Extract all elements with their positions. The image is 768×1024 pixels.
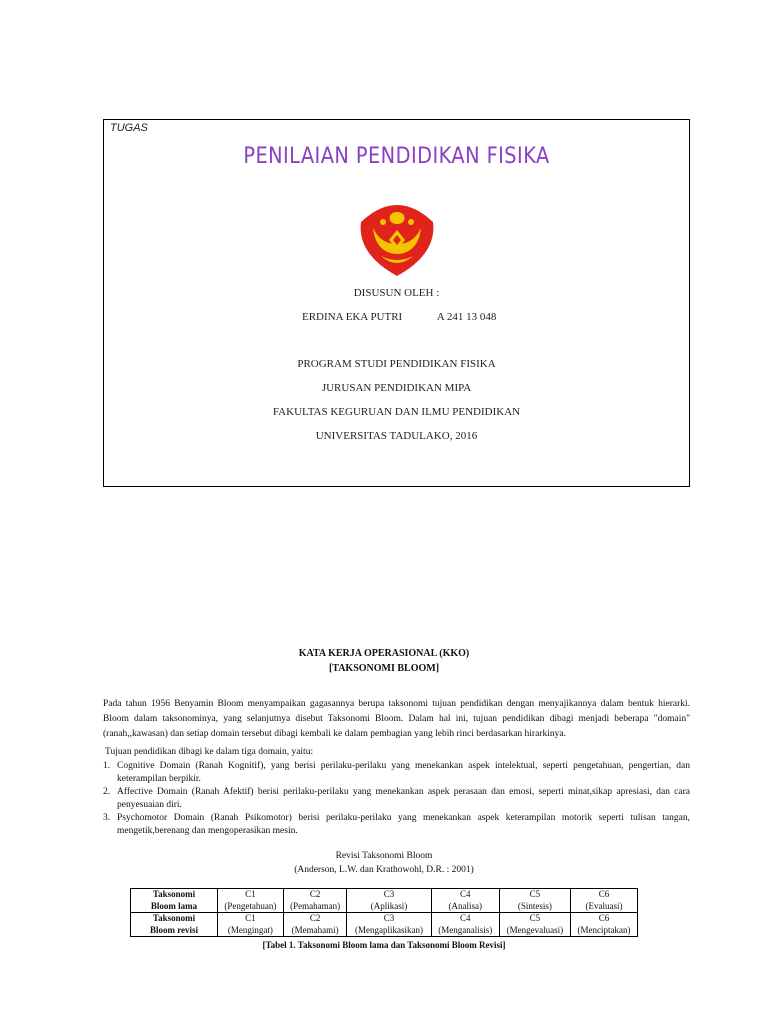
list-item-text: Psychomotor Domain (Ranah Psikomotor) berisi perilaku-perilaku yang menekankan aspek keterampilan motorik seperti tulisan tangan, mengetik,berenang dan mengoperasikan mesin. bbox=[117, 813, 690, 836]
domain-list bbox=[103, 760, 690, 838]
cover-title: PENILAIAN PENDIDIKAN FISIKA bbox=[243, 144, 550, 169]
list-item bbox=[103, 760, 690, 785]
table-cell: C4 (Analisa) bbox=[431, 889, 499, 913]
list-item-text: Affective Domain (Ranah Afektif) berisi perilaku-perilaku yang menekankan aspek perasaan dan emosi, seperti minat,sikap apresiasi, dan cara penyesuaian diri. bbox=[117, 787, 690, 810]
section-title-line1: KATA KERJA OPERASIONAL (KKO) bbox=[298, 648, 470, 659]
author-id: A 241 13 048 bbox=[436, 311, 497, 323]
table-row bbox=[131, 889, 638, 913]
program-name: PROGRAM STUDI PENDIDIKAN FISIKA bbox=[297, 358, 496, 370]
department-name: JURUSAN PENDIDIKAN MIPA bbox=[321, 382, 472, 394]
table-cell: C5 (Mengevaluasi) bbox=[499, 913, 570, 937]
cover-tag: TUGAS bbox=[110, 122, 148, 134]
revision-title: Revisi Taksonomi Bloom bbox=[335, 851, 433, 861]
list-item-text: Cognitive Domain (Ranah Kognitif), yang berisi perilaku-perilaku yang menekankan aspek intelektual, seperti pengetahuan, pengertian, dan keterampilan berpikir. bbox=[117, 761, 690, 784]
faculty-name: FAKULTAS KEGURUAN DAN ILMU PENDIDIKAN bbox=[272, 406, 521, 418]
list-item-number: 1. bbox=[103, 761, 111, 771]
author-name: ERDINA EKA PUTRI bbox=[302, 311, 403, 323]
list-item bbox=[103, 786, 690, 811]
table-cell: C6 (Menciptakan) bbox=[570, 913, 637, 937]
table-cell: C2 (Memahami) bbox=[283, 913, 347, 937]
revision-source: (Anderson, L.W. dan Krathowohl, D.R. : 2001) bbox=[294, 865, 474, 875]
list-item bbox=[103, 812, 690, 837]
list-item-number: 3. bbox=[103, 813, 111, 823]
table-cell: C4 (Menganalisis) bbox=[431, 913, 499, 937]
table-cell: C3 (Mengaplikasikan) bbox=[347, 913, 431, 937]
cover-box bbox=[103, 119, 690, 487]
row-header: Taksonomi Bloom revisi bbox=[131, 913, 218, 937]
table-cell: C5 (Sintesis) bbox=[499, 889, 570, 913]
list-item-number: 2. bbox=[103, 787, 111, 797]
table-cell: C1 (Mengingat) bbox=[218, 913, 284, 937]
table-cell: C6 (Evaluasi) bbox=[570, 889, 637, 913]
table-cell: C3 (Aplikasi) bbox=[347, 889, 431, 913]
table-cell: C2 (Pemahaman) bbox=[283, 889, 347, 913]
section-title bbox=[0, 646, 768, 676]
table-caption: [Tabel 1. Taksonomi Bloom lama dan Taksonomi Bloom Revisi] bbox=[262, 940, 506, 950]
table-cell: C1 (Pengetahuan) bbox=[218, 889, 284, 913]
intro-paragraph: Pada tahun 1956 Benyamin Bloom menyampaikan gagasannya berupa taksonomi tujuan pendidikan dengan menyajikannya dalam bentuk hierarki. Bloom dalam taksonominya, yang selanjutnya disebut Taksonomi Bloom. Dalam hal ini, tujuan pendidikan dibagi menjadi beberapa "domain" (ranah,,kawasan) dan setiap domain tersebut dibagi kembali ke dalam pembagian yang lebih rinci berdasarkan hirarkinya. bbox=[103, 699, 690, 739]
prepared-by-label: DISUSUN OLEH : bbox=[353, 287, 440, 299]
bloom-table bbox=[130, 888, 638, 937]
table-row bbox=[131, 913, 638, 937]
university-name: UNIVERSITAS TADULAKO, 2016 bbox=[315, 430, 478, 442]
university-logo-icon bbox=[357, 198, 437, 278]
domains-intro: Tujuan pendidikan dibagi ke dalam tiga domain, yaitu: bbox=[105, 747, 314, 757]
row-header: Taksonomi Bloom lama bbox=[131, 889, 218, 913]
author-row bbox=[302, 311, 496, 323]
section-title-line2: [TAKSONOMI BLOOM] bbox=[328, 663, 440, 674]
